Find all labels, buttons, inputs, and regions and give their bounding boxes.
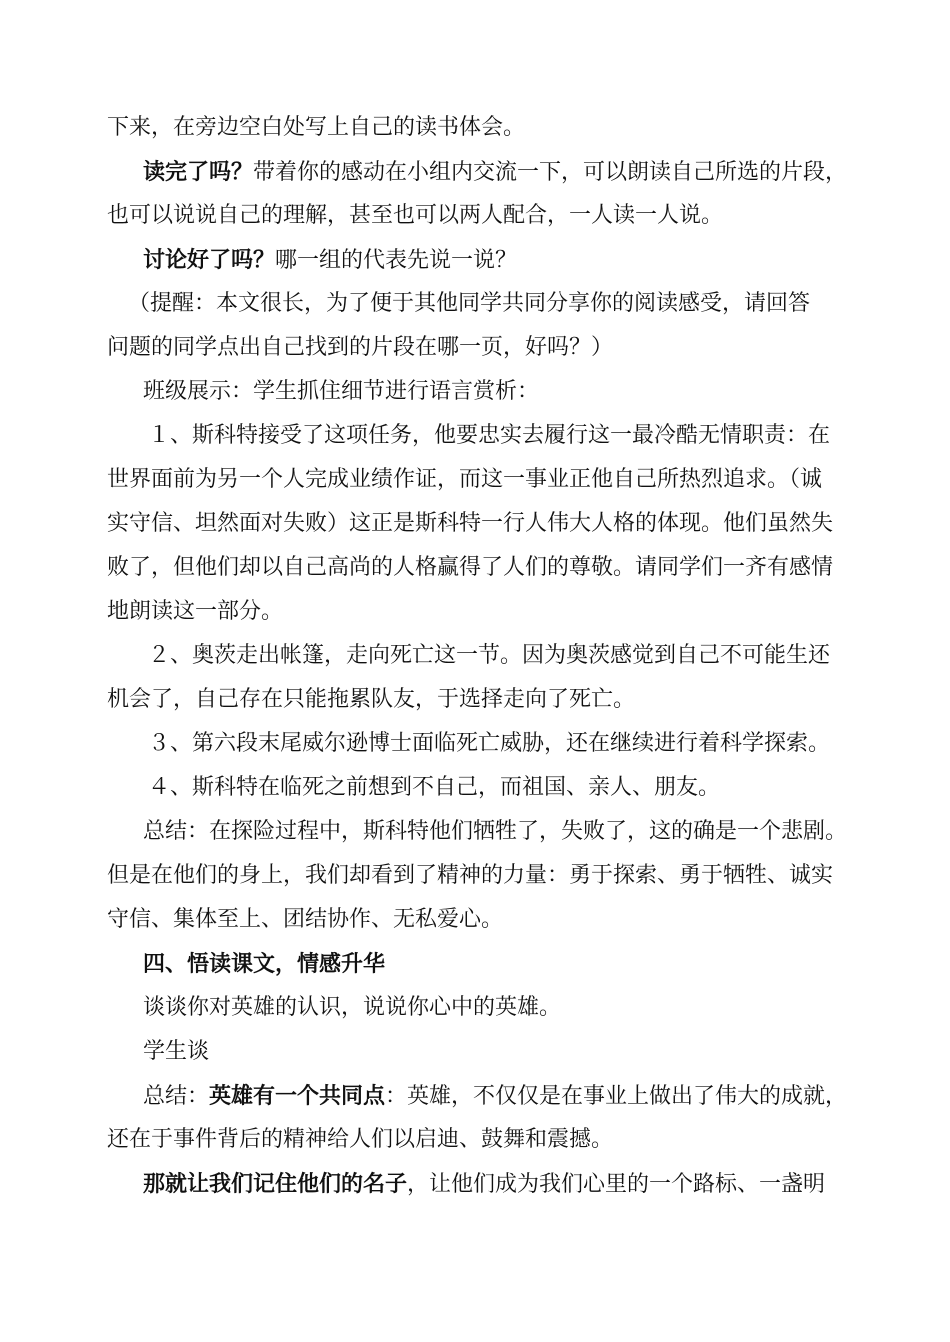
- paragraph-line: [107, 861, 833, 891]
- line-text: ４、斯科特在临死之前想到不自己，而祖国、亲人、朋友。: [148, 775, 721, 800]
- paragraph-line: [107, 113, 525, 143]
- paragraph-line: [107, 465, 822, 495]
- paragraph-line: [143, 1169, 825, 1200]
- line-text: 地朗读这一部分。: [107, 599, 284, 624]
- paragraph-line: [148, 421, 830, 451]
- line-text: 实守信、坦然面对失败）这正是斯科特一行人伟大人格的体现。他们虽然失: [107, 511, 834, 536]
- paragraph-line: [107, 597, 283, 627]
- line-text: 哪一组的代表先说一说？: [275, 248, 518, 273]
- paragraph-line: [143, 377, 539, 407]
- bold-lead-text: 英雄有一个共同点: [209, 1083, 386, 1109]
- line-prefix: 总结：: [143, 1084, 210, 1109]
- bold-lead-text: 那就让我们记住他们的名子: [143, 1171, 408, 1197]
- paragraph-line: [107, 201, 723, 231]
- line-text: 但是在他们的身上，我们却看到了精神的力量：勇于探索、勇于牺牲、诚实: [107, 863, 834, 888]
- paragraph-line: [107, 1125, 613, 1155]
- line-text: 班级展示：学生抓住细节进行语言赏析：: [143, 379, 540, 404]
- line-text: 谈谈你对英雄的认识，说说你心中的英雄。: [143, 995, 562, 1020]
- line-text: ，让他们成为我们心里的一个路标、一盏明: [407, 1172, 826, 1197]
- line-text: 还在于事件背后的精神给人们以启迪、鼓舞和震撼。: [107, 1127, 614, 1152]
- paragraph-line: [128, 289, 810, 319]
- line-text: 带着你的感动在小组内交流一下，可以朗读自己所选的片段，: [253, 160, 848, 185]
- paragraph-line: [143, 1037, 209, 1067]
- line-text: 世界面前为另一个人完成业绩作证，而这一事业正他自己所热烈追求。（诚: [107, 467, 823, 492]
- section-heading: [143, 949, 385, 979]
- line-text: 学生谈: [143, 1039, 210, 1064]
- paragraph-line: [143, 245, 517, 276]
- line-text: ３、第六段末尾威尔逊博士面临死亡威胁，还在继续进行着科学探索。: [148, 731, 831, 756]
- paragraph-line: [107, 553, 833, 583]
- paragraph-line: [107, 905, 503, 935]
- line-text: 败了，但他们却以自己高尚的人格赢得了人们的尊敬。请同学们一齐有感情: [107, 555, 834, 580]
- paragraph-line: [107, 509, 833, 539]
- bold-lead-text: 讨论好了吗？: [143, 247, 276, 273]
- paragraph-line: [148, 641, 830, 671]
- paragraph-line: [107, 333, 613, 363]
- line-text: 下来，在旁边空白处写上自己的读书体会。: [107, 115, 526, 140]
- paragraph-line: [143, 817, 847, 847]
- line-text: （提醒：本文很长，为了便于其他同学共同分享你的阅读感受，请回答: [128, 291, 811, 316]
- paragraph-line: [107, 685, 635, 715]
- paragraph-line: [143, 157, 847, 188]
- bold-lead-text: 读完了吗？: [143, 159, 254, 185]
- heading-text: 四、悟读课文，情感升华: [143, 951, 386, 977]
- line-text: ２、奥茨走出帐篷，走向死亡这一节。因为奥茨感觉到自己不可能生还: [148, 643, 831, 668]
- line-text: 总结：在探险过程中，斯科特他们牺牲了，失败了，这的确是一个悲剧。: [143, 819, 848, 844]
- line-text: 问题的同学点出自己找到的片段在哪一页，好吗？）: [107, 335, 614, 360]
- paragraph-line: [148, 729, 830, 759]
- paragraph-line: [143, 1081, 847, 1112]
- line-text: ：英雄，不仅仅是在事业上做出了伟大的成就，: [385, 1084, 848, 1109]
- paragraph-line: [148, 773, 720, 803]
- line-text: １、斯科特接受了这项任务，他要忠实去履行这一最冷酷无情职责：在: [148, 423, 831, 448]
- line-text: 机会了，自己存在只能拖累队友，于选择走向了死亡。: [107, 687, 636, 712]
- line-text: 守信、集体至上、团结协作、无私爱心。: [107, 907, 504, 932]
- paragraph-line: [143, 993, 561, 1023]
- line-text: 也可以说说自己的理解，甚至也可以两人配合，一人读一人说。: [107, 203, 724, 228]
